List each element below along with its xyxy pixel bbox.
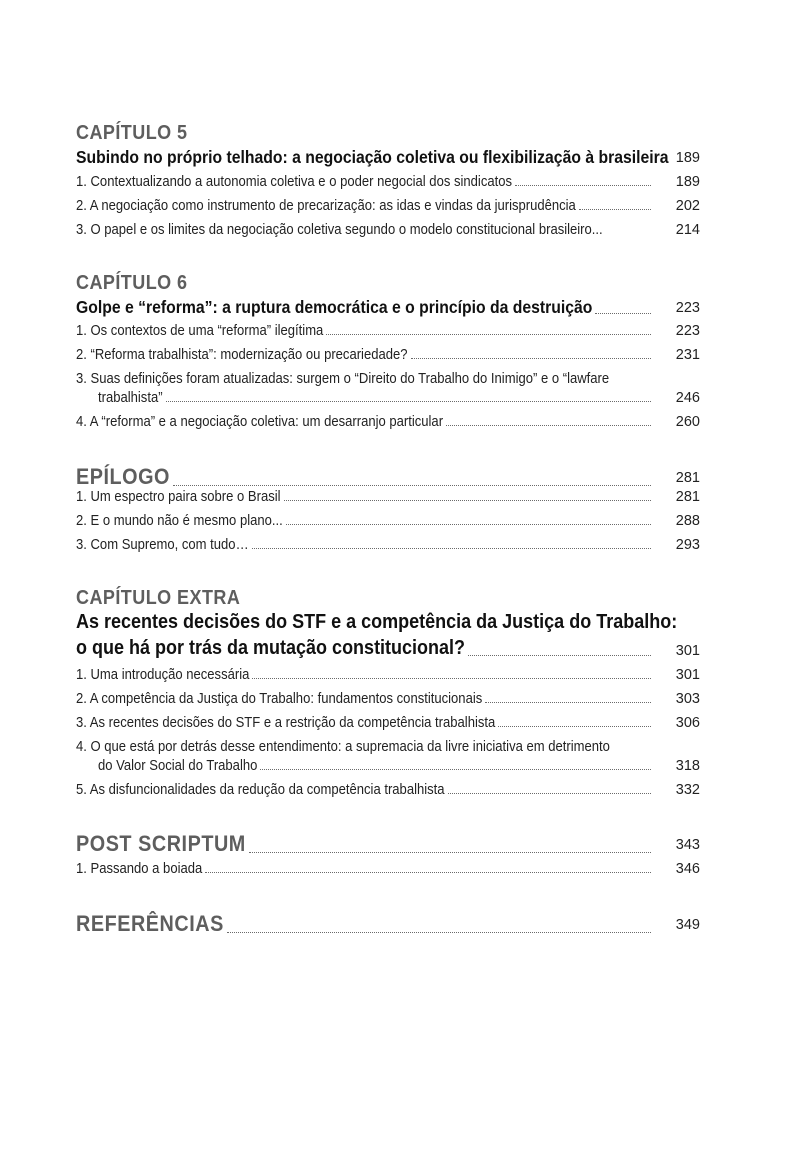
chapter-extra-title-line2: o que há por trás da mutação constitucional? [76, 637, 466, 659]
toc-entry: 2. A negociação como instrumento de precarização: as idas e vindas da jurisprudência [76, 198, 576, 214]
chapter-6-title: Golpe e “reforma”: a ruptura democrática e o princípio da destruição [76, 297, 593, 317]
epilogue-page: 281 [675, 470, 700, 486]
toc-entry: 4. O que está por detrás desse entendimento: a supremacia da livre iniciativa em detrimento [76, 739, 610, 755]
post-scriptum-heading: POST SCRIPTUM [76, 831, 246, 856]
chapter-6-heading: CAPÍTULO 6 [76, 272, 188, 294]
leader-dots [260, 769, 651, 770]
leader-dots [448, 793, 651, 794]
leader-dots [205, 872, 651, 873]
leader-dots [286, 524, 651, 525]
chapter-5-title-page: 189 [675, 150, 700, 166]
leader-dots [166, 401, 651, 402]
leader-dots [252, 548, 651, 549]
toc-entry: 3. O papel e os limites da negociação coletiva segundo o modelo constitucional brasileiro... [76, 222, 603, 238]
toc-entry-page: 301 [675, 667, 700, 683]
chapter-extra-title-page: 301 [675, 643, 700, 659]
toc-entry-page: 303 [675, 691, 700, 707]
leader-dots [284, 500, 651, 501]
toc-entry: 2. “Reforma trabalhista”: modernização ou precariedade? [76, 347, 408, 363]
toc-entry-page: 346 [675, 861, 700, 877]
leader-dots [411, 358, 651, 359]
leader-dots [446, 425, 651, 426]
toc-entry-page: 260 [675, 414, 700, 430]
post-scriptum-page: 343 [675, 837, 700, 853]
toc-entry-page: 281 [675, 489, 700, 505]
leader-dots [227, 932, 651, 933]
toc-entry: 2. E o mundo não é mesmo plano... [76, 513, 283, 529]
toc-entry: 5. As disfuncionalidades da redução da competência trabalhista [76, 782, 445, 798]
toc-entry: 1. Um espectro paira sobre o Brasil [76, 489, 281, 505]
toc-entry: 3. Suas definições foram atualizadas: surgem o “Direito do Trabalho do Inimigo” e o “lawfare [76, 371, 610, 387]
leader-dots [595, 313, 651, 314]
toc-entry: 2. A competência da Justiça do Trabalho: fundamentos constitucionais [76, 691, 483, 707]
epilogue-heading: EPÍLOGO [76, 464, 170, 489]
toc-entry-page: 202 [675, 198, 700, 214]
leader-dots [252, 678, 651, 679]
toc-entry-continuation: do Valor Social do Trabalho [98, 758, 258, 774]
toc-entry-continuation: trabalhista” [98, 390, 163, 406]
toc-entry: 1. Os contextos de uma “reforma” ilegítima [76, 323, 324, 339]
references-page: 349 [675, 917, 700, 933]
chapter-extra-heading: CAPÍTULO EXTRA [76, 587, 241, 609]
toc-entry-page: 214 [675, 222, 700, 238]
toc-entry: 1. Contextualizando a autonomia coletiva e o poder negocial dos sindicatos [76, 174, 513, 190]
toc-entry-page: 332 [675, 782, 700, 798]
leader-dots [515, 185, 651, 186]
leader-dots [485, 702, 651, 703]
toc-entry-page: 288 [675, 513, 700, 529]
leader-dots [326, 334, 651, 335]
chapter-6-title-page: 223 [675, 300, 700, 316]
toc-entry-page: 318 [675, 758, 700, 774]
leader-dots [468, 655, 651, 656]
toc-entry: 4. A “reforma” e a negociação coletiva: um desarranjo particular [76, 414, 444, 430]
toc-entry-page: 293 [675, 537, 700, 553]
leader-dots [173, 485, 651, 486]
chapter-5-heading: CAPÍTULO 5 [76, 122, 188, 144]
chapter-extra-title-line1: As recentes decisões do STF e a competência da Justiça do Trabalho: [76, 611, 678, 633]
leader-dots [498, 726, 651, 727]
toc-entry-page: 189 [675, 174, 700, 190]
toc-entry-page: 306 [675, 715, 700, 731]
toc-entry: 1. Passando a boiada [76, 861, 203, 877]
leader-dots [249, 852, 651, 853]
toc-entry: 3. As recentes decisões do STF e a restrição da competência trabalhista [76, 715, 496, 731]
references-heading: REFERÊNCIAS [76, 911, 224, 936]
leader-dots [579, 209, 651, 210]
toc-entry-page: 231 [675, 347, 700, 363]
toc-entry-page: 246 [675, 390, 700, 406]
toc-entry-page: 223 [675, 323, 700, 339]
toc-entry: 3. Com Supremo, com tudo… [76, 537, 249, 553]
toc-entry: 1. Uma introdução necessária [76, 667, 250, 683]
chapter-5-title: Subindo no próprio telhado: a negociação coletiva ou flexibilização à brasileira [76, 147, 669, 167]
